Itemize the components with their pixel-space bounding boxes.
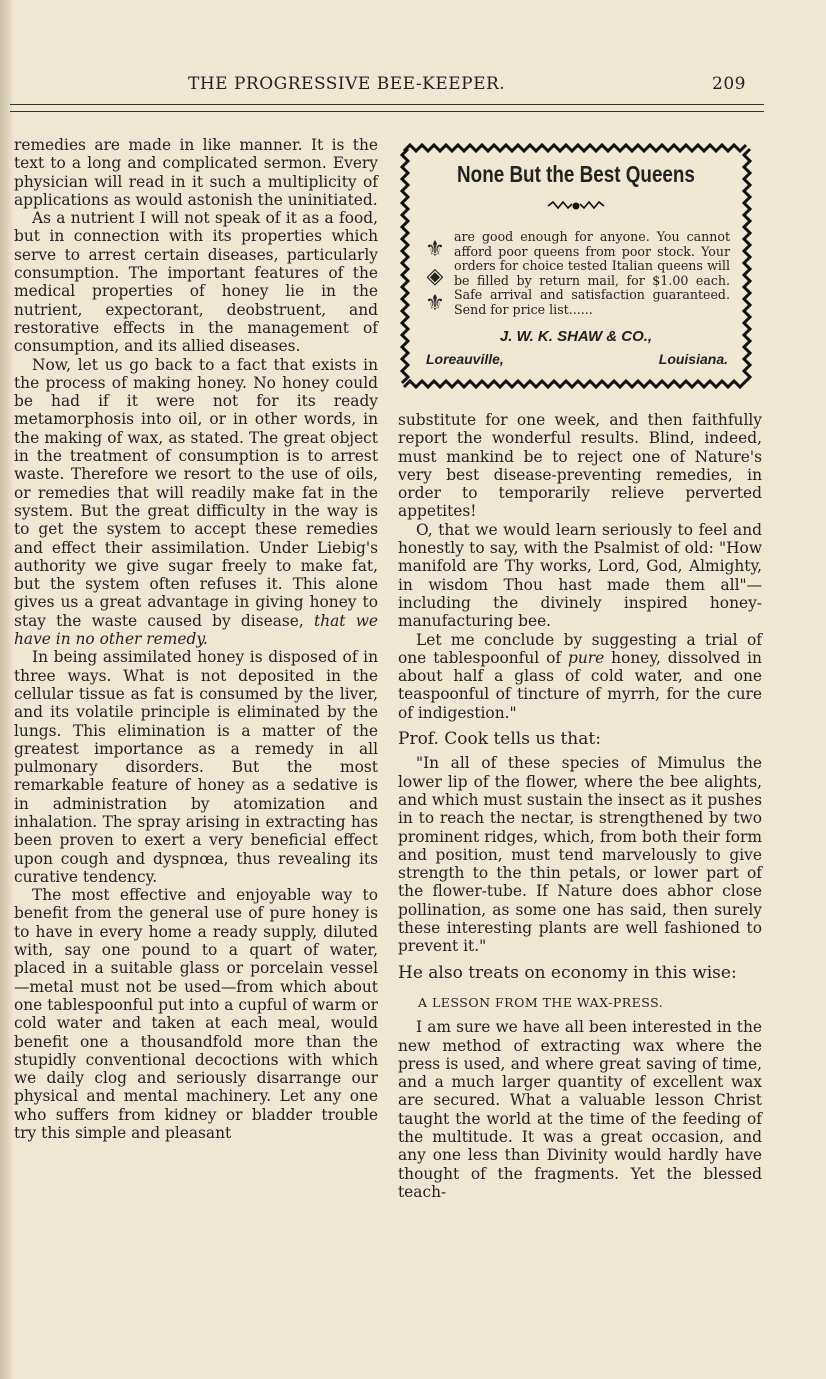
paragraph: substitute for one week, and then faithfully report the wonderful results. Blind, indeed, must mankind be to reject one of Nature's very best disease-preventing remedies, in order to temporarily relieve perverted appetites!: [398, 411, 762, 521]
paragraph: The most effective and enjoyable way to benefit from the general use of pure honey is to have in every home a ready supply, diluted with, say one pound to a quart of water, placed in a suitable glass or porcelain vessel—metal must not be used—from which about one tablespoonful put into a cupful of warm or cold water and taken at each meal, would benefit one a thousandfold more than the stupidly conventional decoctions with which we daily clog and seriously disarrange our physical and mental machinery. Let any one who suffers from kidney or bladder trouble try this simple and pleasant: [14, 886, 378, 1143]
page-spine-shadow: [0, 0, 14, 1379]
page-number: 209: [712, 74, 746, 94]
italic-emphasis: that we have in no other remedy.: [14, 611, 378, 649]
diamond-icon: ◈: [426, 264, 444, 289]
fleur-de-lis-icon: ⚜: [425, 237, 445, 262]
section-lead: Prof. Cook tells us that:: [398, 729, 601, 750]
ad-state: Louisiana.: [658, 351, 728, 367]
ad-firm-name: J. W. K. SHAW & CO.,: [499, 328, 653, 345]
ad-icons: [420, 236, 450, 317]
fleur-de-lis-icon: ⚜: [425, 291, 445, 316]
journal-title: THE PROGRESSIVE BEE-KEEPER.: [188, 74, 506, 94]
paragraph: [14, 356, 378, 649]
ad-town: Loreauville,: [426, 351, 504, 367]
header-rule-top: [10, 104, 764, 105]
paragraph: As a nutrient I will not speak of it as a food, but in connection with its properties which serve to arrest certain diseases, particularly consumption. The important features of the medical properties of honey lie in the nutrient, expectorant, deobstruent, and restorative effects in the management of consumption, and its allied diseases.: [14, 209, 378, 356]
paragraph-text: honey, dissolved in about half a glass of cold water, and one teaspoonful of tincture of myrrh, for the cure of indigestion.": [398, 648, 762, 722]
paragraph: [398, 631, 762, 722]
running-header: [188, 74, 746, 98]
left-column: [14, 136, 378, 1142]
section-lead: He also treats on economy in this wise:: [398, 962, 737, 983]
paragraph: O, that we would learn seriously to feel and honestly to say, with the Psalmist of old: "How manifold are Thy works, Lord, God, Almighty, in wisdom Thou hast made them all"—including the divinely inspired honey-manufacturing bee.: [398, 520, 762, 631]
header-rule-bottom: [10, 111, 764, 112]
paragraph: remedies are made in like manner. It is the text to a long and complicated sermon. Every physician will read in it such a multiplicity of applications as would astonish the uninitiated.: [14, 136, 378, 209]
quotation: "In all of these species of Mimulus the lower lip of the flower, where the bee alights, and which must sustain the insect as it pushes in to reach the nectar, is strengthened by two prominent ridges, which, from both their form and position, must tend marvelously to give strength to the thin petals, or lower part of the flower-tube. If Nature does abhor close pollination, as some one has said, then surely these interesting plants are well fashioned to prevent it.": [398, 754, 762, 956]
right-column: [398, 411, 762, 1201]
subheading: A LESSON FROM THE WAX-PRESS.: [418, 994, 664, 1010]
ad-title: None But the Best Queens: [457, 161, 695, 187]
paragraph: In being assimilated honey is disposed of in three ways. What is not deposited in the cellular tissue as fat is consumed by the liver, and its volatile principle is eliminated by the lungs. This elimination is a matter of the greatest importance as a remedy in all pulmonary disorders. But the most remarkable feature of honey as a sedative is in administration by atomization and inhalation. The spray arising in extracting has been proven to exert a very beneficial effect upon cough and dyspnœa, thus revealing its curative tendency.: [14, 648, 378, 886]
ad-body: are good enough for anyone. You cannot afford poor queens from poor stock. Your orders for choice tested Italian queens will be filled by return mail, for $1.00 each. Safe arrival and satisfaction guaranteed. Send for price list......: [454, 229, 730, 317]
paragraph-text: Now, let us go back to a fact that exists in the process of making honey. No honey could be had if it were not for its ready metamorphosis into oil, or in other words, in the making of wax, as stated. The great object in the treatment of consumption is to arrest waste. Therefore we resort to the use of oils, or remedies that will readily make fat in the system. But the great difficulty in the way is to get the system to accept these remedies and effect their assimilation. Under Liebig's authority we give sugar freely to make fat, but the system often refuses it. This alone gives us a great advantage in giving honey to stay the waste caused by disease,: [14, 355, 378, 630]
paragraph-text: Let me conclude by suggesting a trial of one tablespoonful of: [398, 630, 762, 667]
ornament-divider-icon: [546, 198, 606, 214]
paragraph: I am sure we have all been interested in the new method of extracting wax where the press is used, and where great saving of time, and a much larger quantity of excellent wax are secured. What a valuable lesson Christ taught the world at the time of the feeding of the multitude. It was a great occasion, and any one less than Divinity would hardly have thought of the fragments. Yet the blessed teach-: [398, 1018, 762, 1201]
queens-advertisement: [398, 141, 754, 394]
italic-emphasis: pure: [567, 648, 605, 667]
